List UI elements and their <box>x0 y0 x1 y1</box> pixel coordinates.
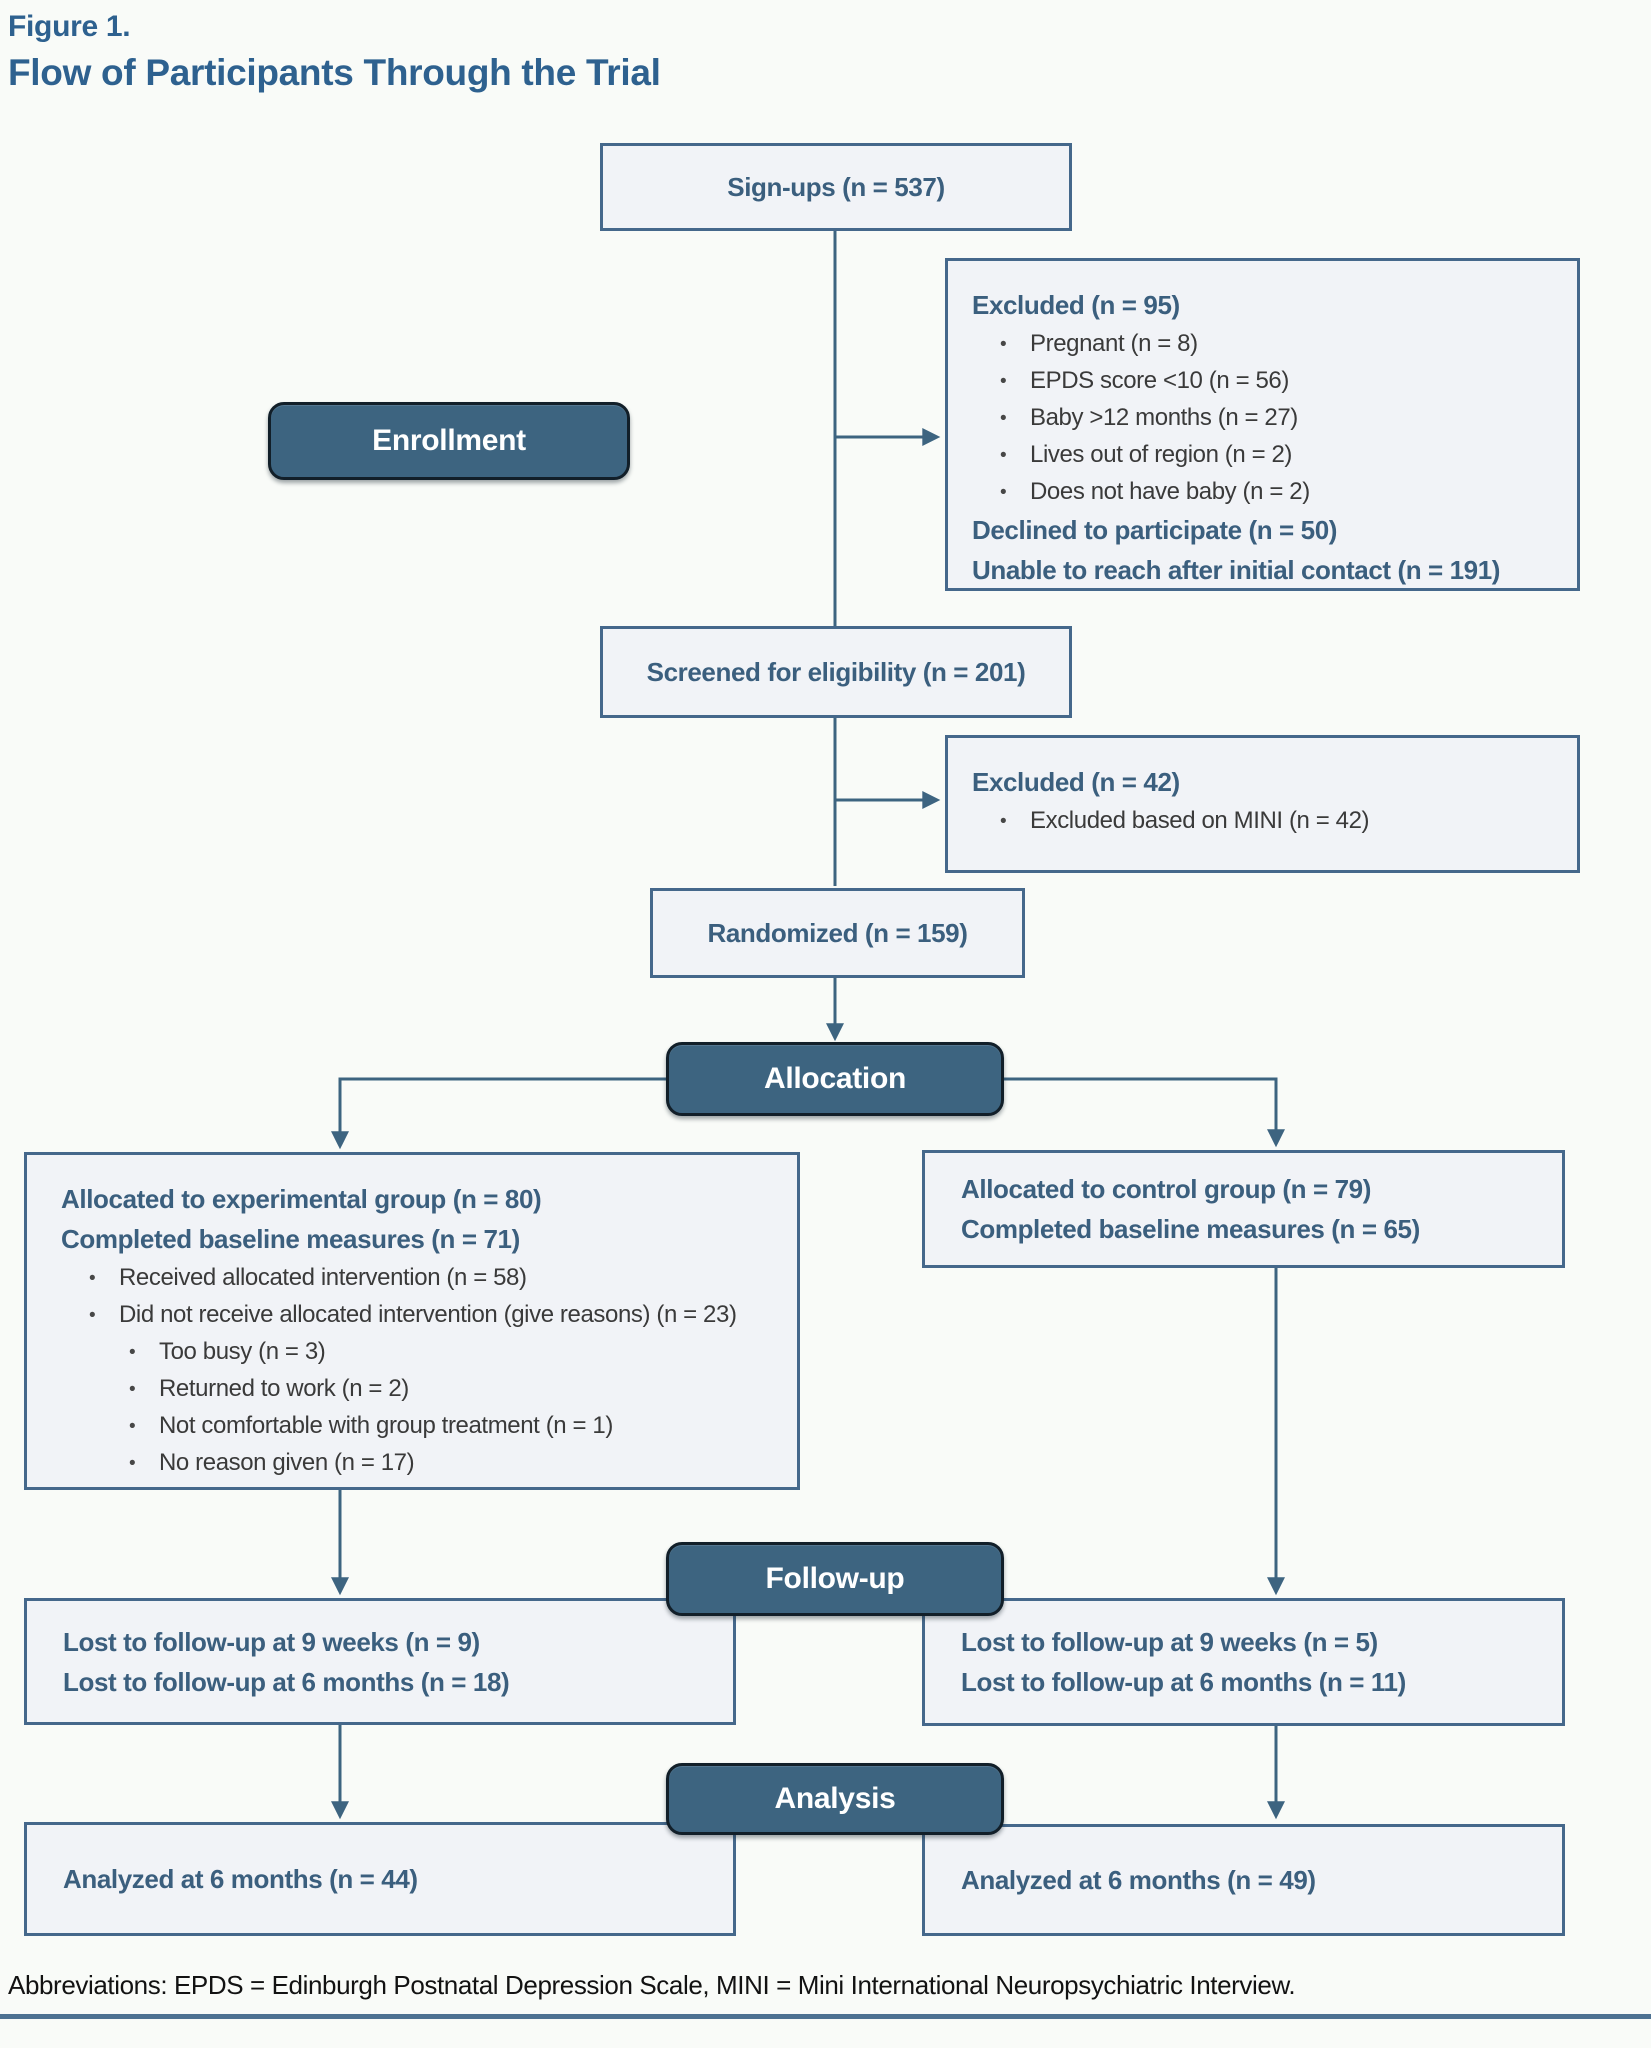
excluded-mini-title: Excluded (n = 42) <box>972 767 1180 797</box>
analysis-stage-box <box>666 1763 1004 1835</box>
excluded-screening-bullet: • Lives out of region (n = 2) <box>972 436 1555 473</box>
experimental-allocation-bullet: • Received allocated intervention (n = 58) <box>61 1259 775 1296</box>
followup-stage-box <box>666 1542 1004 1616</box>
experimental-allocation-bullet: • Did not receive allocated intervention (give reasons) (n = 23) <box>61 1296 775 1333</box>
excluded-screening-title: Excluded (n = 95) <box>972 290 1180 320</box>
signups-box <box>600 143 1072 231</box>
figure-label: Figure 1. <box>8 10 131 43</box>
allocation-stage-box <box>666 1042 1004 1116</box>
experimental-followup-line: Lost to follow-up at 6 months (n = 18) <box>63 1666 510 1697</box>
control-followup-box <box>922 1598 1565 1726</box>
experimental-allocation-sub-bullet: • No reason given (n = 17) <box>61 1444 775 1481</box>
excluded-mini-box <box>945 735 1580 873</box>
followup-stage-label: Follow-up <box>765 1562 905 1595</box>
analysis-stage-label: Analysis <box>774 1782 896 1815</box>
excluded-screening-bullet: • EPDS score <10 (n = 56) <box>972 362 1555 399</box>
experimental-followup-line: Lost to follow-up at 9 weeks (n = 9) <box>63 1626 480 1657</box>
experimental-followup-box <box>24 1598 736 1725</box>
excluded-screening-bullet: • Does not have baby (n = 2) <box>972 473 1555 510</box>
allocation-stage-label: Allocation <box>763 1062 906 1095</box>
screened-label: Screened for eligibility (n = 201) <box>646 656 1026 687</box>
signups-label: Sign-ups (n = 537) <box>727 171 945 202</box>
control-analysis-line: Analyzed at 6 months (n = 49) <box>961 1865 1316 1895</box>
experimental-allocation-line: Allocated to experimental group (n = 80) <box>61 1184 542 1214</box>
experimental-allocation-sub-bullet: • Too busy (n = 3) <box>61 1333 775 1370</box>
randomized-label: Randomized (n = 159) <box>707 917 968 948</box>
excluded-screening-bullet: • Baby >12 months (n = 27) <box>972 399 1555 436</box>
excluded-mini-bullet: • Excluded based on MINI (n = 42) <box>972 802 1555 839</box>
experimental-allocation-sub-bullet: • Not comfortable with group treatment (n = 1) <box>61 1407 775 1444</box>
experimental-analysis-box <box>24 1822 736 1936</box>
control-followup-line: Lost to follow-up at 6 months (n = 11) <box>961 1667 1406 1697</box>
control-allocation-line: Allocated to control group (n = 79) <box>961 1174 1371 1204</box>
experimental-allocation-sub-bullet: • Returned to work (n = 2) <box>61 1370 775 1407</box>
screened-box <box>600 626 1072 718</box>
excluded-screening-bullet: • Pregnant (n = 8) <box>972 325 1555 362</box>
experimental-analysis-line: Analyzed at 6 months (n = 44) <box>63 1864 418 1894</box>
control-allocation-box <box>922 1150 1565 1268</box>
excluded-screening-line: Unable to reach after initial contact (n = 191) <box>972 555 1501 585</box>
control-followup-line: Lost to follow-up at 9 weeks (n = 5) <box>961 1627 1378 1657</box>
abbreviations-note: Abbreviations: EPDS = Edinburgh Postnatal Depression Scale, MINI = Mini International Neuropsychiatric Interview. <box>8 1970 1296 2000</box>
excluded-screening-box <box>945 258 1580 591</box>
figure-title: Flow of Participants Through the Trial <box>8 52 661 93</box>
experimental-allocation-box <box>24 1152 800 1490</box>
control-analysis-box <box>922 1824 1565 1936</box>
enrollment-stage-label: Enrollment <box>372 424 526 457</box>
excluded-screening-line: Declined to participate (n = 50) <box>972 515 1338 545</box>
control-allocation-line: Completed baseline measures (n = 65) <box>961 1214 1420 1244</box>
experimental-allocation-line: Completed baseline measures (n = 71) <box>61 1224 520 1254</box>
randomized-box <box>650 888 1025 978</box>
enrollment-stage-box <box>268 402 630 480</box>
